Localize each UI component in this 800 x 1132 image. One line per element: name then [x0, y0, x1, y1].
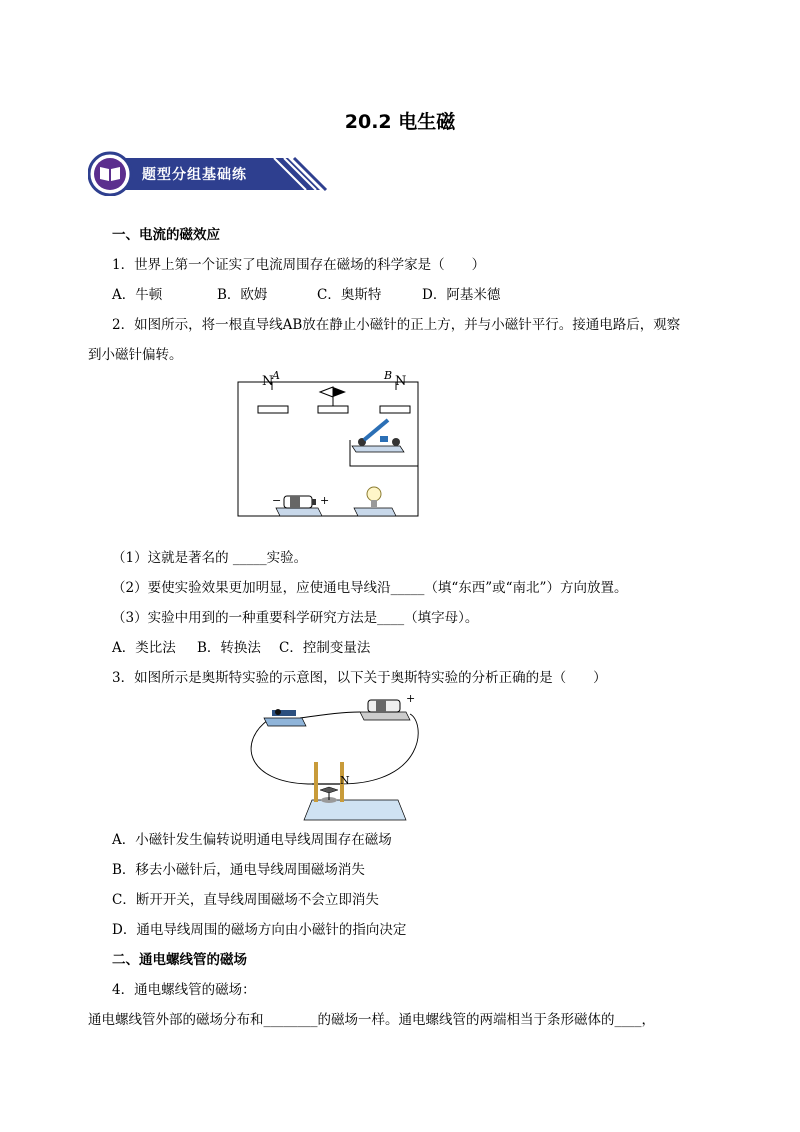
- label-b: B: [384, 369, 393, 382]
- q3-option-a: A．小磁针发生偏转说明通电导线周围存在磁场: [112, 832, 392, 848]
- compass-needle-icon: [320, 387, 346, 406]
- banner-label: 题型分组基础练: [142, 167, 247, 183]
- label-n-left: N: [262, 374, 274, 389]
- switch-icon: [352, 420, 404, 452]
- compass-needle-icon: [320, 787, 338, 803]
- section-heading-2: 二、通电螺线管的磁场: [112, 952, 247, 968]
- q1-option-d: D．阿基米德: [422, 287, 501, 303]
- battery-icon: [276, 496, 322, 516]
- battery-icon: [360, 700, 410, 720]
- switch-icon: [264, 709, 306, 726]
- q1-options: [112, 285, 500, 305]
- q2-option-a: A．类比法: [112, 640, 176, 656]
- q2-option-b: B．转换法: [197, 640, 261, 656]
- q3-stem: 3．如图所示是奥斯特实验的示意图，以下关于奥斯特实验的分析正确的是（ ）: [112, 670, 607, 686]
- label-a: A: [272, 369, 280, 382]
- q2-sub1: （1）这就是著名的 _____实验。: [112, 550, 308, 566]
- q2-option-c: C．控制变量法: [279, 640, 371, 656]
- q1-option-c: C．奥斯特: [317, 287, 382, 303]
- label-plus: +: [320, 494, 330, 507]
- q2-stem-line2: 到小磁针偏转。: [88, 347, 183, 363]
- q2-stem-line1: 2．如图所示，将一根直导线AB放在静止小磁针的正上方，并与小磁针平行。接通电路后，观察: [112, 317, 681, 333]
- page-title: 20.2 电生磁: [344, 111, 456, 133]
- q3-option-c: C．断开开关，直导线周围磁场不会立即消失: [112, 892, 379, 908]
- q2-options: [112, 638, 370, 658]
- q3-oersted-figure: [248, 692, 428, 824]
- q2-sub3: （3）实验中用到的一种重要科学研究方法是____（填字母）。: [112, 610, 479, 626]
- label-plus: +: [406, 692, 416, 705]
- q3-option-d: D．通电导线周围的磁场方向由小磁针的指向决定: [112, 922, 407, 938]
- label-n: N: [340, 774, 350, 787]
- q4-stem: 4．通电螺线管的磁场：: [112, 982, 256, 998]
- label-n-right: N: [395, 374, 407, 389]
- label-minus: −: [272, 494, 282, 507]
- q2-sub2: （2）要使实验效果更加明显，应使通电导线沿_____（填“东西”或“南北”）方向放置。: [112, 580, 628, 596]
- light-bulb-icon: [354, 487, 396, 516]
- q4-line2: 通电螺线管外部的磁场分布和________的磁场一样。通电螺线管的两端相当于条形磁体的____，: [88, 1012, 655, 1028]
- q1-stem: 1．世界上第一个证实了电流周围存在磁场的科学家是（ ）: [112, 257, 486, 273]
- section-heading-1: 一、电流的磁效应: [112, 227, 220, 243]
- q1-option-b: B．欧姆: [217, 287, 268, 303]
- q1-option-a: A．牛顿: [112, 287, 163, 303]
- q2-circuit-figure: [232, 368, 432, 528]
- stand-base: [304, 762, 406, 820]
- q3-option-b: B．移去小磁针后，通电导线周围磁场消失: [112, 862, 365, 878]
